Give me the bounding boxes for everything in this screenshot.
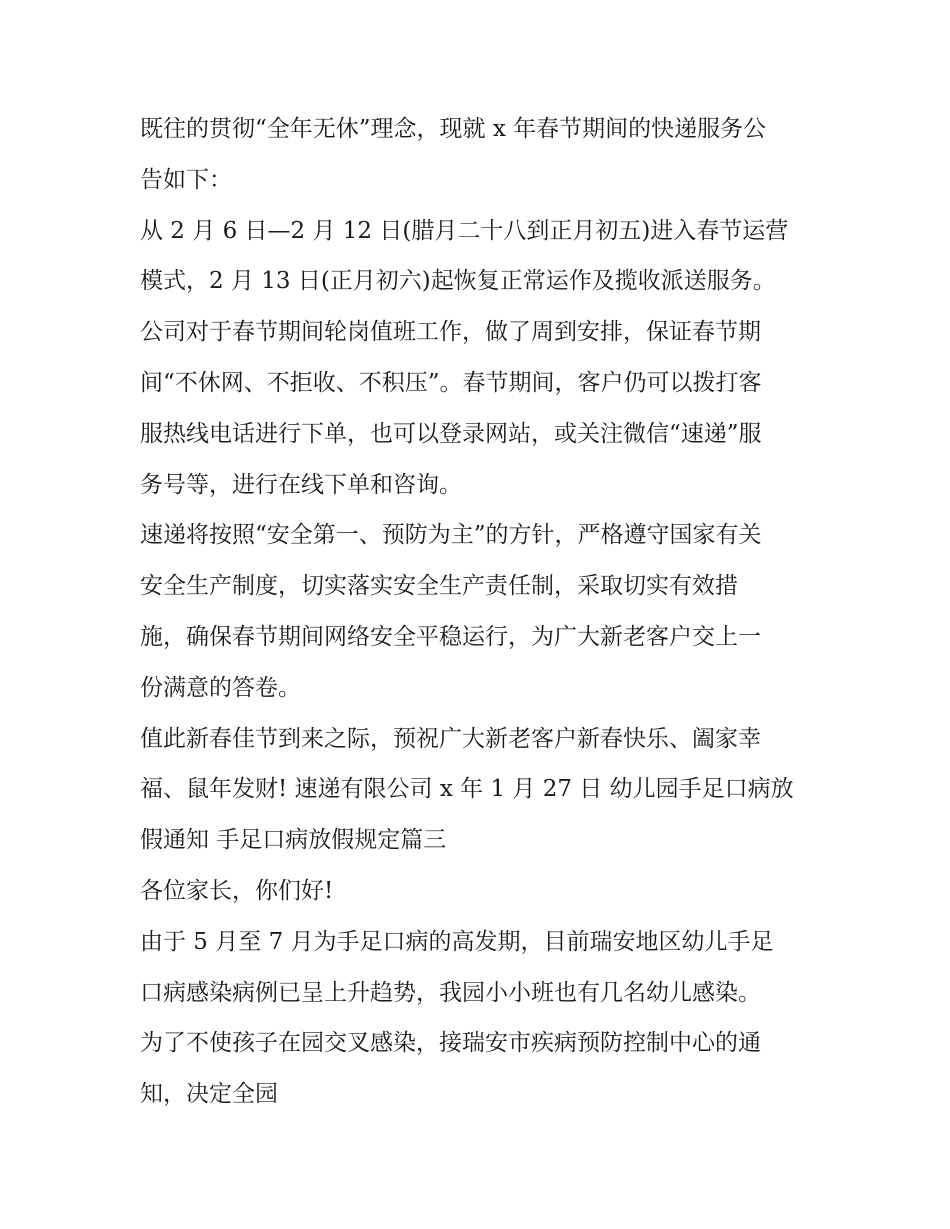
text-line: 间“不休网、不拒收、不积压”。春节期间，客户仍可以拨打客 — [140, 369, 762, 396]
text-line: 值此新春佳节到来之际，预祝广大新老客户新春快乐、阖家幸 — [140, 725, 761, 752]
text-line: 假通知 手足口病放假规定篇三 — [140, 827, 447, 854]
text-line: 服热线电话进行下单，也可以登录网站，或关注微信“速递”服 — [140, 420, 762, 447]
text-line: 公司对于春节期间轮岗值班工作，做了周到安排，保证春节期 — [140, 319, 761, 346]
text-line: 安全生产制度，切实落实安全生产责任制，采取切实有效措 — [140, 573, 738, 600]
text-line: 务号等，进行在线下单和咨询。 — [140, 471, 462, 498]
document-body — [140, 104, 815, 1120]
text-line: 模式，2 月 13 日(正月初六)起恢复正常运作及揽收派送服务。 — [140, 268, 776, 295]
text-line: 份满意的答卷。 — [140, 674, 301, 701]
text-line: 口病感染病例已呈上升趋势，我园小小班也有几名幼儿感染。 — [140, 979, 761, 1006]
text-line: 知，决定全园 — [140, 1081, 278, 1108]
text-line: 速递将按照“安全第一、预防为主”的方针，严格遵守国家有关 — [140, 522, 762, 549]
text-line: 各位家长，你们好! — [140, 877, 334, 904]
text-line: 由于 5 月至 7 月为手足口病的高发期，目前瑞安地区幼儿手足 — [140, 928, 774, 955]
text-line: 为了不使孩子在园交叉感染，接瑞安市疾病预防控制中心的通 — [140, 1030, 761, 1057]
text-line: 既往的贯彻“全年无休”理念，现就 x 年春节期间的快递服务公 — [140, 116, 767, 142]
text-line: 施，确保春节期间网络安全平稳运行，为广大新老客户交上一 — [140, 623, 761, 650]
text-line: 告如下： — [140, 166, 232, 193]
text-line: 福、鼠年发财! 速递有限公司 x 年 1 月 27 日 幼儿园手足口病放 — [140, 776, 794, 803]
text-line: 从 2 月 6 日—2 月 12 日(腊月二十八到正月初五)进入春节运营 — [140, 217, 789, 244]
